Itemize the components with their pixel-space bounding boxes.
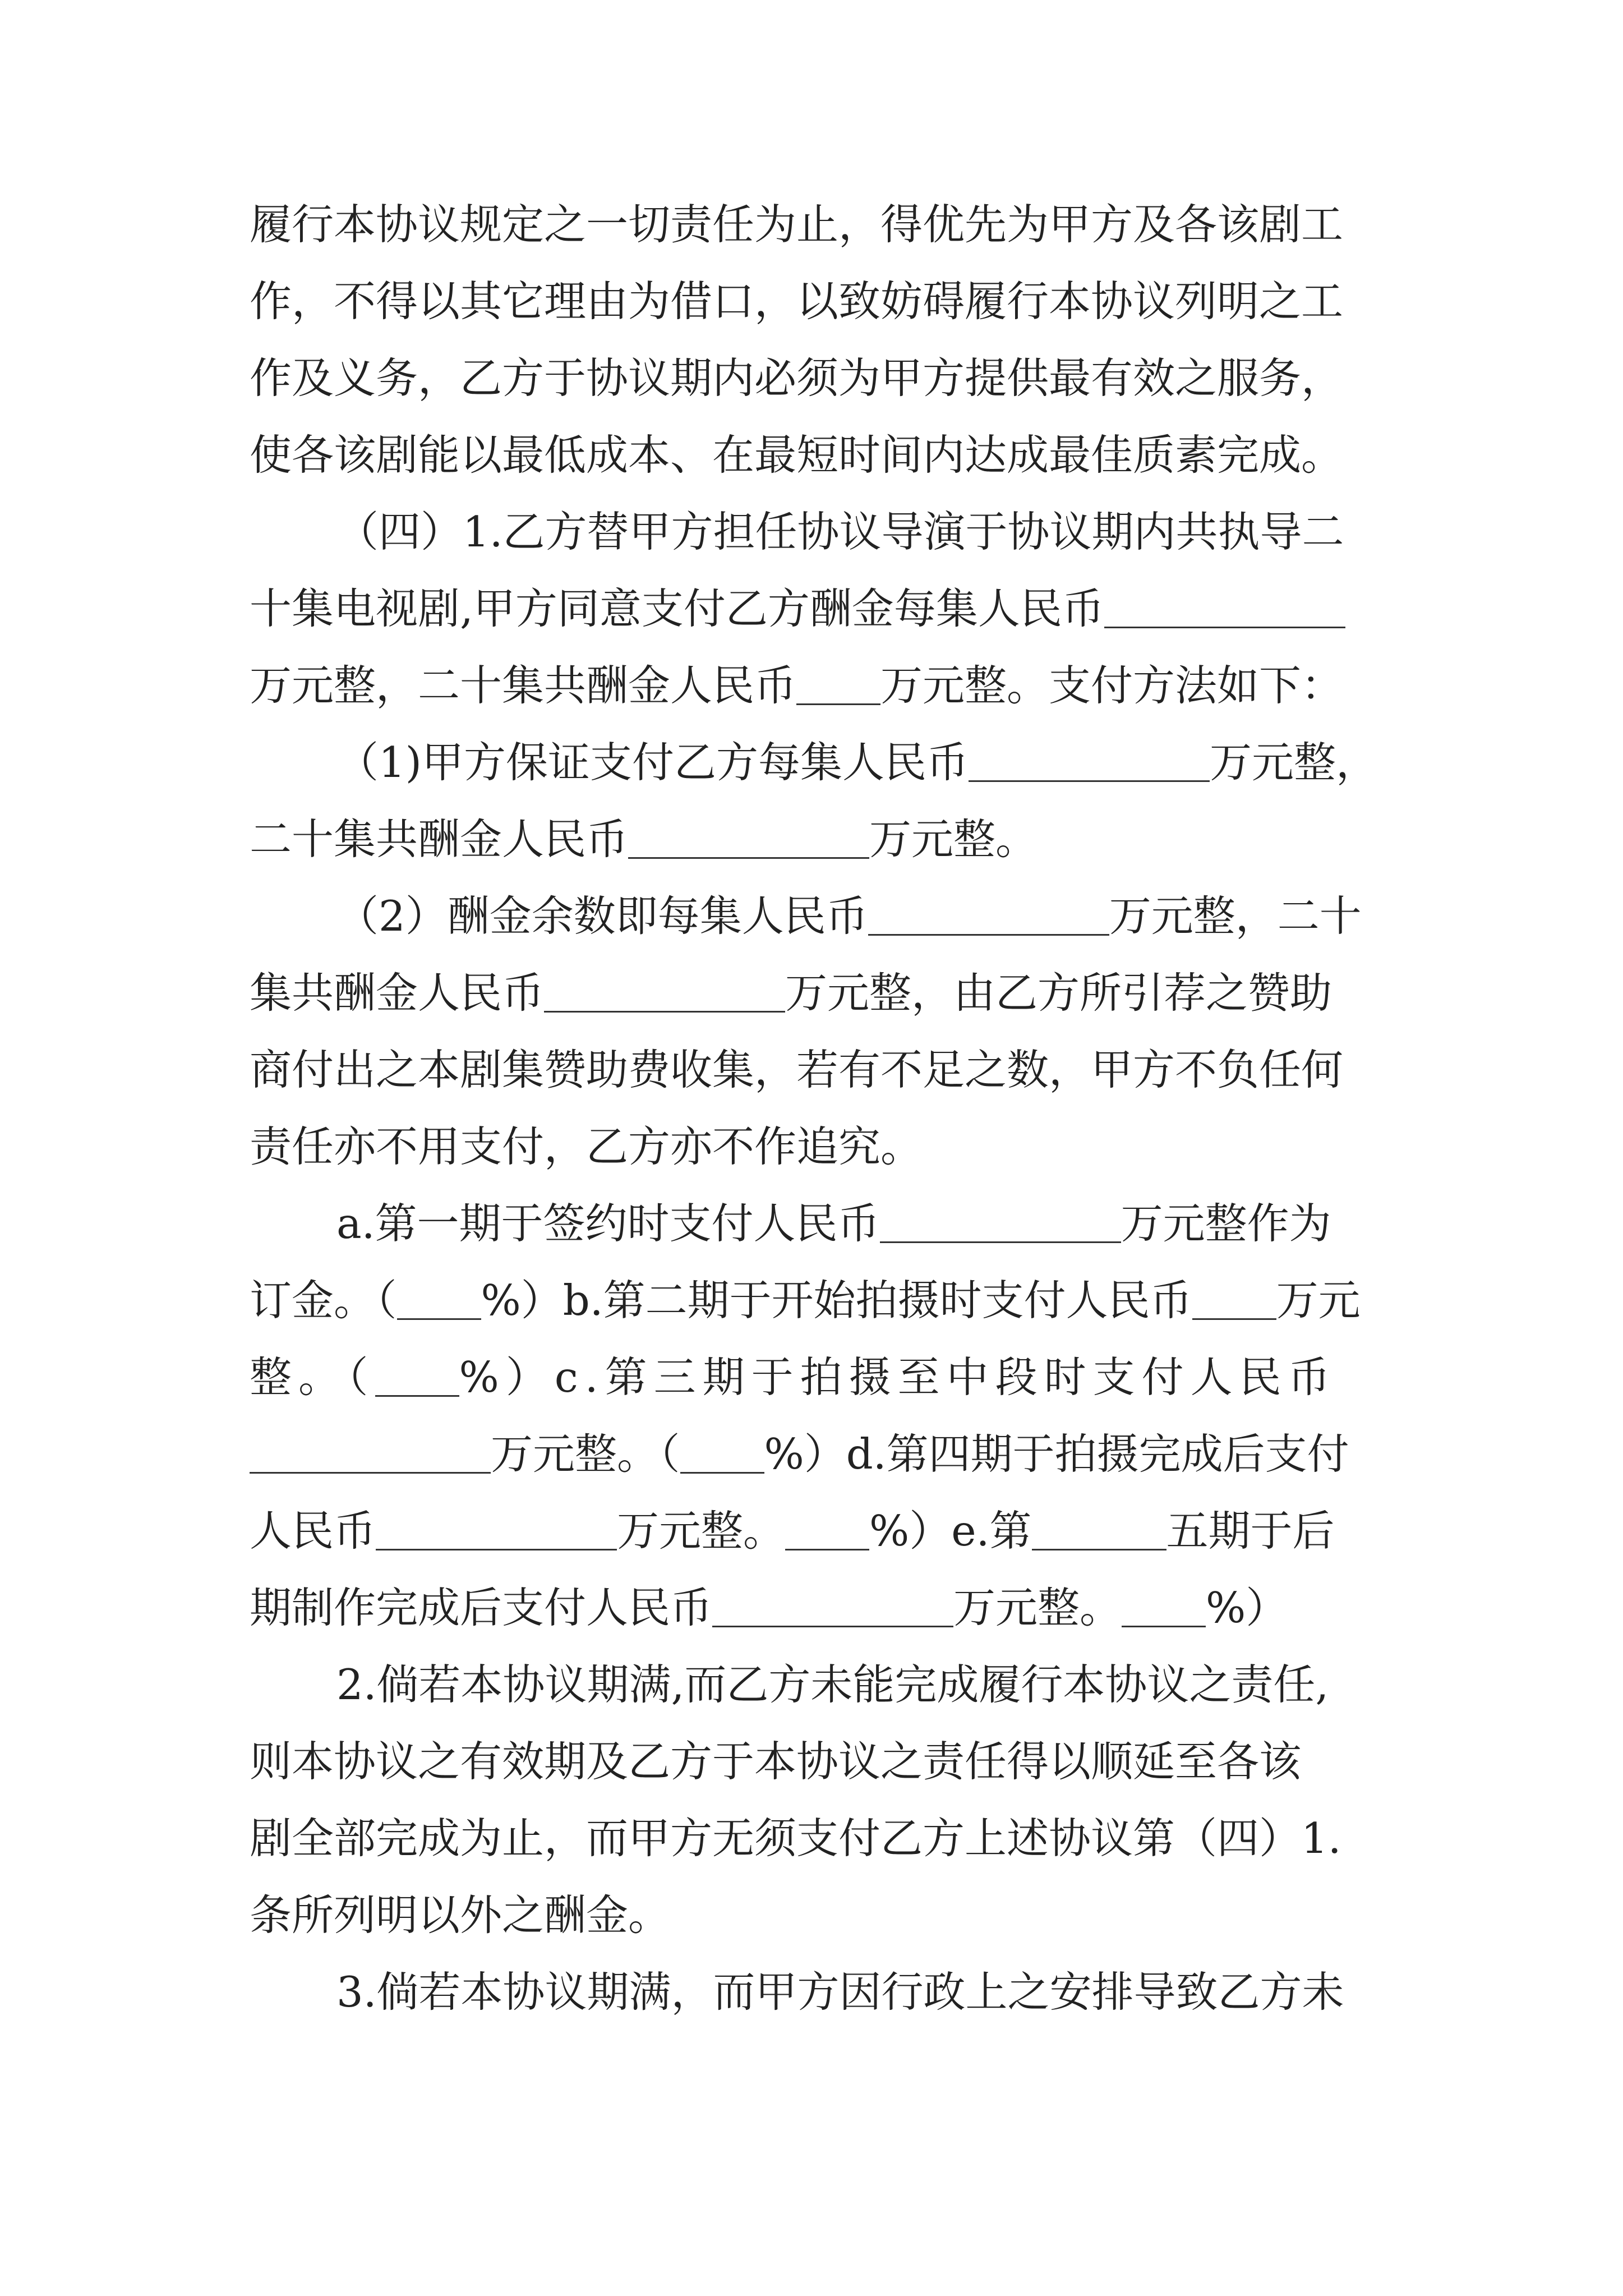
text-segment: 万元整。（ <box>491 1429 680 1479</box>
text-segment: 万元整，二十 <box>1109 891 1362 941</box>
fill-in-blank[interactable] <box>397 1278 481 1320</box>
text-line <box>336 731 1377 793</box>
fill-in-blank[interactable] <box>712 1586 953 1627</box>
text-line: 条所列明以外之酬金。 <box>250 1890 671 1940</box>
fill-in-blank[interactable] <box>375 1355 459 1397</box>
fill-in-blank[interactable] <box>796 664 880 705</box>
text-line <box>250 1423 1377 1485</box>
text-segment: 万元整，由乙方所引荐之赞助 <box>785 968 1332 1018</box>
text-segment: a.第一期于签约时支付人民币 <box>336 1199 880 1248</box>
clause-3: 3.倘若本协议期满，而甲方因行政上之安排导致乙方未 <box>336 1967 1344 2017</box>
text-segment: %）d.第四期于拍摄完成后支付 <box>764 1429 1349 1479</box>
text-line: 作及义务，乙方于协议期内必须为甲方提供最有效之服务， <box>250 353 1344 403</box>
text-line <box>250 1269 1377 1331</box>
text-line <box>336 1193 1377 1254</box>
text-line <box>250 655 1377 716</box>
text-segment: 万元整，二十集共酬金人民币 <box>250 661 797 710</box>
text-line: 使各该剧能以最低成本、在最短时间内达成最佳质素完成。 <box>250 430 1344 480</box>
fill-in-blank[interactable] <box>1192 1278 1276 1320</box>
document-page <box>250 0 1377 2296</box>
fill-in-blank[interactable] <box>680 1432 764 1474</box>
text-line: 则本协议之有效期及乙方于本协议之责任得以顺延至各该 <box>250 1737 1302 1786</box>
text-segment: （2）酬金余数即每集人民币 <box>336 891 868 941</box>
text-segment: 万元整。 <box>869 815 1038 864</box>
text-line <box>250 808 1377 870</box>
clause-2: 2.倘若本协议期满,而乙方未能完成履行本协议之责任, <box>336 1660 1329 1709</box>
fill-in-blank[interactable] <box>376 1509 617 1550</box>
text-line: 商付出之本剧集赞助费收集，若有不足之数，甲方不负任何 <box>250 1045 1344 1094</box>
fill-in-blank[interactable] <box>544 971 785 1013</box>
clause-4-heading: （四）1.乙方替甲方担任协议导演于协议期内共执导二 <box>336 507 1344 556</box>
text-line <box>250 578 1377 639</box>
text-segment: 人民币 <box>250 1506 376 1556</box>
text-segment: %）e.第 <box>869 1506 1032 1556</box>
text-line <box>250 962 1377 1024</box>
text-segment: 集共酬金人民币 <box>250 968 545 1018</box>
text-line: 履行本协议规定之一切责任为止，得优先为甲方及各该剧工 <box>250 200 1344 249</box>
text-segment: 期制作完成后支付人民币 <box>250 1583 713 1632</box>
text-segment: %）c.第三期于拍摄至中段时支付人民币 <box>459 1352 1337 1402</box>
text-segment: 二十集共酬金人民币 <box>250 815 629 864</box>
fill-in-blank[interactable] <box>628 817 869 859</box>
text-segment: 十集电视剧,甲方同意支付乙方酬金每集人民币 <box>250 584 1104 633</box>
text-segment: 订金。（ <box>250 1276 397 1325</box>
fill-in-blank[interactable] <box>785 1509 869 1550</box>
text-line <box>250 1346 1377 1408</box>
text-line <box>250 1577 1377 1639</box>
text-segment: 五期于后 <box>1166 1506 1335 1556</box>
text-segment: 万元整。 <box>617 1506 786 1556</box>
text-segment: 万元整。支付方法如下： <box>880 661 1344 710</box>
fill-in-blank[interactable] <box>1122 1586 1206 1627</box>
text-line: 剧全部完成为止，而甲方无须支付乙方上述协议第（四）1. <box>250 1814 1341 1863</box>
text-segment: %） <box>1206 1583 1288 1632</box>
text-line <box>250 1500 1377 1562</box>
fill-in-blank[interactable] <box>1104 587 1345 628</box>
fill-in-blank[interactable] <box>1032 1509 1166 1550</box>
text-line <box>336 885 1377 947</box>
text-segment: %）b.第二期于开始拍摄时支付人民币 <box>481 1276 1192 1325</box>
text-segment: 整。（ <box>250 1352 375 1402</box>
fill-in-blank[interactable] <box>880 1202 1121 1243</box>
text-segment: 万元整作为 <box>1121 1199 1331 1248</box>
fill-in-blank[interactable] <box>868 894 1109 936</box>
text-segment: 万元整。 <box>953 1583 1122 1632</box>
fill-in-blank[interactable] <box>250 1432 491 1474</box>
text-segment: （1)甲方保证支付乙方每集人民币 <box>336 738 969 787</box>
text-segment: 万元整， <box>1209 738 1378 787</box>
fill-in-blank[interactable] <box>969 740 1210 782</box>
text-segment: 万元 <box>1276 1276 1361 1325</box>
text-line: 责任亦不用支付，乙方亦不作追究。 <box>250 1122 923 1171</box>
text-line: 作，不得以其它理由为借口，以致妨碍履行本协议列明之工 <box>250 277 1344 326</box>
